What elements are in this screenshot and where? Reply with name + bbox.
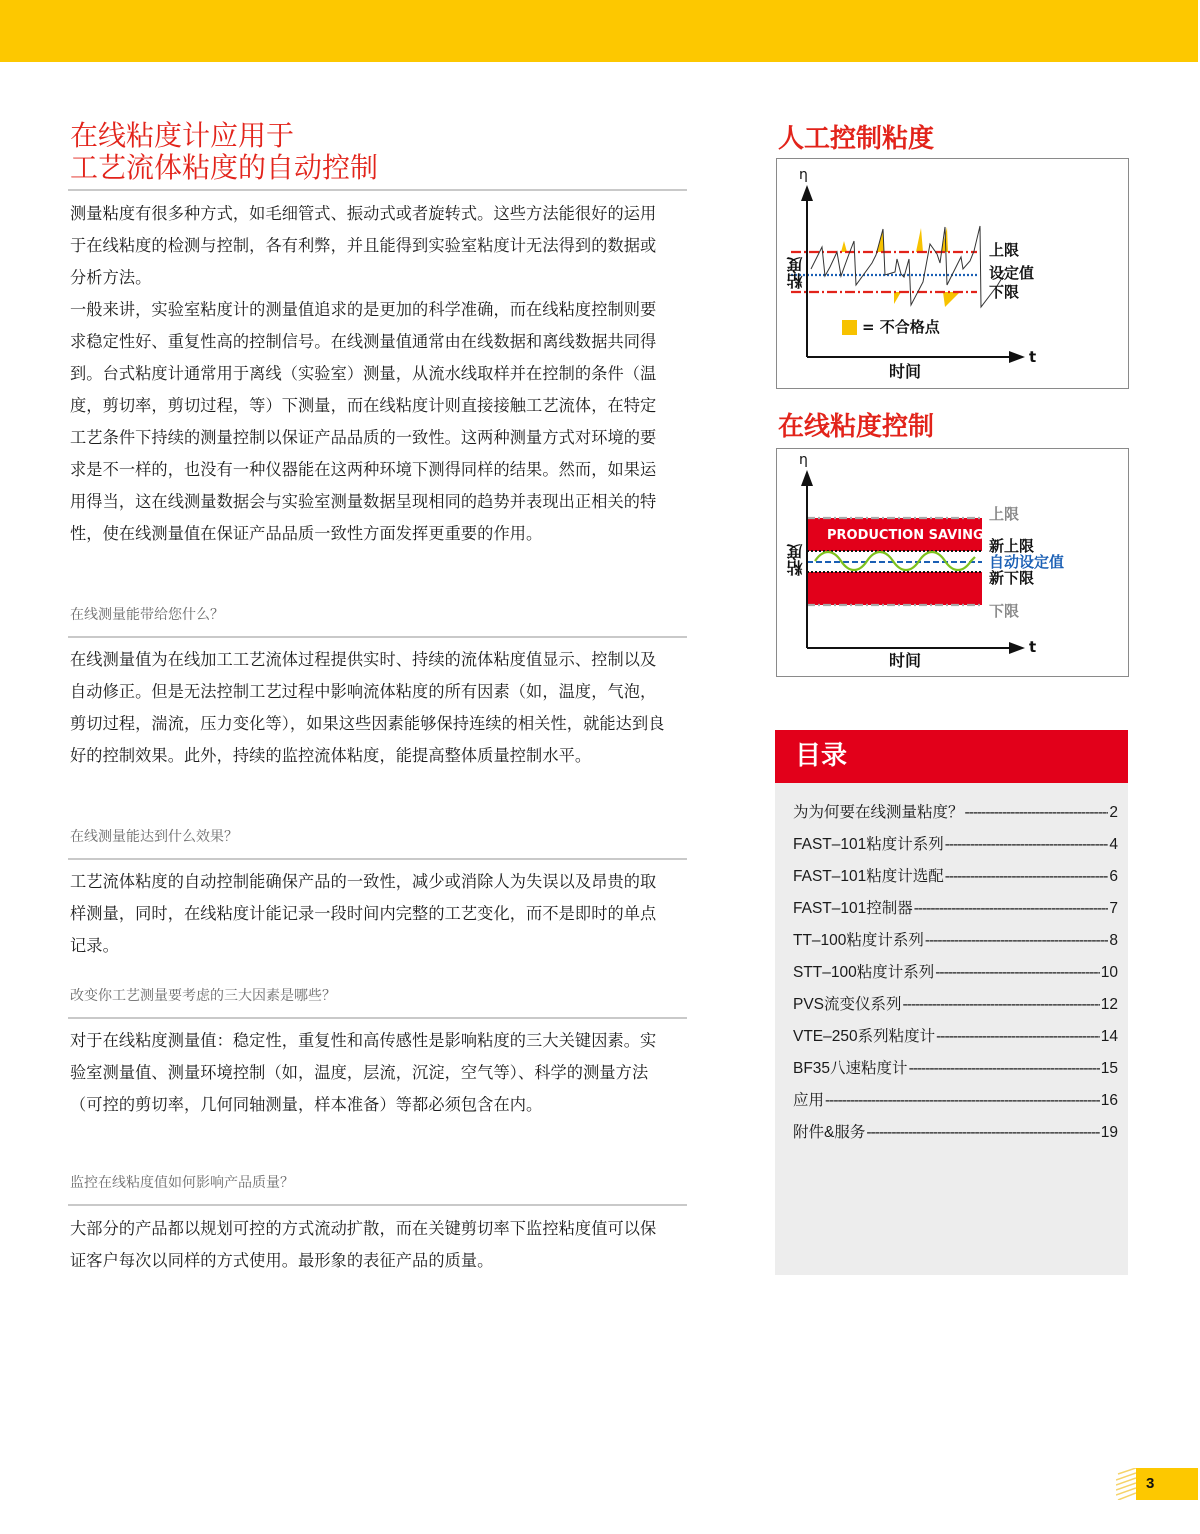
toc-item[interactable] xyxy=(793,930,1118,962)
manual-chart-title: 人工控制粘度 xyxy=(778,124,935,154)
toc-list xyxy=(793,802,1118,1154)
legend-label: = 不合格点 xyxy=(862,318,940,336)
page-number-tab xyxy=(1136,1468,1198,1500)
toc-header xyxy=(775,730,1128,783)
toc-item-title: BF35八速粘度计 xyxy=(793,1060,908,1077)
toc-item-title: VTE–250系列粘度计 xyxy=(793,1028,936,1045)
toc-item[interactable] xyxy=(793,834,1118,866)
savings-band-lower xyxy=(807,572,982,605)
toc-item-page: 4 xyxy=(1109,836,1118,853)
toc-leader-dashes xyxy=(909,1058,1100,1080)
y-axis-symbol: η xyxy=(799,167,808,183)
toc-item-page: 19 xyxy=(1100,1124,1118,1141)
x-axis-symbol: t xyxy=(1029,348,1037,366)
toc-leader-dashes xyxy=(866,1122,1099,1144)
defect-points xyxy=(841,227,960,307)
y-axis-label: 粘度 xyxy=(786,257,805,289)
top-brand-band xyxy=(0,0,1198,62)
toc-item[interactable] xyxy=(793,994,1118,1026)
intro-paragraph-2: 一般来讲，实验室粘度计的测量值追求的是更加的科学准确，而在线粘度控制则要求稳定性好、重复性高的控制信号。在线测量值通常由在线数据和离线数据共同得到。台式粘度计通常用于离线（实验室）测量，从流水线取样并在控制的条件（温度，剪切率，剪切过程，等）下测量，而在线粘度计则直接接触工艺流体，在特定工艺条件下持续的测量控制以保证产品品质的一致性。这两种测量方式对环境的要求是不一样的，也没有一种仪器能在这两种环境下测得同样的结果。然而，如果运用得当，这在线测量数据会与实验室测量数据呈现相同的趋势并表现出正相关的特性，使在线测量值在保证产品品质一致性方面发挥更重要的作用。 xyxy=(70,300,657,543)
toc-item-title: PVS流变仪系列 xyxy=(793,996,902,1013)
defect-point xyxy=(841,241,847,252)
toc-item-title: 为为何要在线测量粘度？ xyxy=(793,804,964,821)
x-axis-arrow xyxy=(1009,642,1025,654)
x-axis-label: 时间 xyxy=(889,651,922,670)
toc-item[interactable] xyxy=(793,866,1118,898)
y-axis-arrow xyxy=(801,185,813,201)
title-divider xyxy=(68,189,687,191)
table-of-contents xyxy=(775,730,1128,1275)
toc-item-title: FAST–101控制器 xyxy=(793,900,913,917)
toc-item-title: TT–100粘度计系列 xyxy=(793,932,924,949)
section-paragraph: 在线测量值为在线加工工艺流体过程提供实时、持续的流体粘度值显示、控制以及自动修正。但是无法控制工艺过程中影响流体粘度的所有因素（如，温度，气泡，剪切过程，湍流，压力变化等），如果这些因素能够保持连续的相关性，就能达到良好的控制效果。此外，持续的监控流体粘度，能提高整体质量控制水平。 xyxy=(70,650,665,765)
toc-item-title: FAST–101粘度计选配 xyxy=(793,868,944,885)
production-savings-label: PRODUCTION SAVINGS xyxy=(827,528,993,543)
online-control-diagram xyxy=(776,448,1129,677)
viscosity-trace xyxy=(811,226,1005,307)
toc-item-title: 附件&服务 xyxy=(793,1124,866,1141)
toc-item-title: FAST–101粘度计系列 xyxy=(793,836,944,853)
lower-limit-label: 下限 xyxy=(989,283,1020,301)
toc-item-page: 15 xyxy=(1100,1060,1118,1077)
legend-swatch xyxy=(842,320,857,335)
setpoint-label: 设定值 xyxy=(989,264,1035,282)
section-question: 在线测量能达到什么效果？ xyxy=(70,829,238,845)
toc-heading: 目录 xyxy=(795,741,848,771)
online-chart-graphic xyxy=(777,449,1128,676)
new-upper-limit-label: 新上限 xyxy=(989,537,1035,555)
toc-leader-dashes xyxy=(825,1090,1100,1112)
x-axis-symbol: t xyxy=(1029,638,1037,656)
section-question: 监控在线粘度值如何影响产品质量？ xyxy=(70,1175,294,1191)
section-divider xyxy=(68,1204,687,1206)
manual-chart-graphic xyxy=(777,159,1128,388)
page-tab-hatch-decoration xyxy=(1116,1468,1136,1500)
y-axis-arrow xyxy=(801,470,813,486)
section-paragraph: 大部分的产品都以规划可控的方式流动扩散，而在关键剪切率下监控粘度值可以保证客户每次以同样的方式使用。最形象的表征产品的质量。 xyxy=(70,1219,657,1270)
x-axis-arrow xyxy=(1009,351,1025,363)
toc-item-page: 6 xyxy=(1109,868,1118,885)
upper-limit-label: 上限 xyxy=(989,505,1020,523)
toc-leader-dashes xyxy=(965,802,1109,824)
toc-leader-dashes xyxy=(914,898,1109,920)
toc-leader-dashes xyxy=(925,930,1108,952)
toc-item-page: 14 xyxy=(1100,1028,1118,1045)
toc-item[interactable] xyxy=(793,1058,1118,1090)
y-axis-symbol: η xyxy=(799,452,808,468)
toc-item[interactable] xyxy=(793,1122,1118,1154)
toc-leader-dashes xyxy=(945,834,1109,856)
section-divider xyxy=(68,858,687,860)
intro-paragraph-1: 测量粘度有很多种方式，如毛细管式、振动式或者旋转式。这些方法能很好的运用于在线粘度的检测与控制，各有利弊，并且能得到实验室粘度计无法得到的数据或分析方法。 xyxy=(70,204,657,287)
toc-item-page: 8 xyxy=(1109,932,1118,949)
defect-point xyxy=(943,292,960,307)
toc-item[interactable] xyxy=(793,802,1118,834)
page-title-line1: 在线粘度计应用于 xyxy=(70,119,295,152)
section-divider xyxy=(68,636,687,638)
toc-leader-dashes xyxy=(935,962,1099,984)
toc-item[interactable] xyxy=(793,1090,1118,1122)
section-paragraph: 对于在线粘度测量值：稳定性，重复性和高传感性是影响粘度的三大关键因素。实验室测量值、测量环境控制（如，温度，层流，沉淀，空气等）、科学的测量方法（可控的剪切率，几何同轴测量，样本准备）等都必须包含在内。 xyxy=(70,1031,657,1114)
section-question: 改变你工艺测量要考虑的三大因素是哪些？ xyxy=(70,988,336,1004)
toc-item-page: 2 xyxy=(1109,804,1118,821)
toc-item-page: 12 xyxy=(1100,996,1118,1013)
toc-item-page: 16 xyxy=(1100,1092,1118,1109)
toc-item[interactable] xyxy=(793,962,1118,994)
upper-limit-label: 上限 xyxy=(989,241,1020,259)
defect-point xyxy=(916,228,923,252)
manual-control-diagram xyxy=(776,158,1129,389)
toc-item-title: STT–100粘度计系列 xyxy=(793,964,935,981)
page-title xyxy=(70,120,378,184)
toc-item[interactable] xyxy=(793,1026,1118,1058)
online-chart-title: 在线粘度控制 xyxy=(778,412,935,442)
toc-item-title: 应用 xyxy=(793,1092,825,1109)
section-paragraph: 工艺流体粘度的自动控制能确保产品的一致性，减少或消除人为失误以及昂贵的取样测量，同时，在线粘度计能记录一段时间内完整的工艺变化，而不是即时的单点记录。 xyxy=(70,872,657,955)
x-axis-label: 时间 xyxy=(889,362,922,381)
y-axis-label: 粘度 xyxy=(786,544,805,576)
page-number: 3 xyxy=(1146,1475,1155,1492)
auto-setpoint-label: 自动设定值 xyxy=(989,553,1065,571)
toc-leader-dashes xyxy=(903,994,1100,1016)
section-question: 在线测量能带给您什么？ xyxy=(70,607,224,623)
toc-item-page: 7 xyxy=(1109,900,1118,917)
toc-item[interactable] xyxy=(793,898,1118,930)
toc-leader-dashes xyxy=(945,866,1109,888)
section-divider xyxy=(68,1017,687,1019)
page-title-line2: 工艺流体粘度的自动控制 xyxy=(70,151,379,184)
new-lower-limit-label: 新下限 xyxy=(989,569,1035,587)
lower-limit-label: 下限 xyxy=(989,602,1020,620)
toc-item-page: 10 xyxy=(1100,964,1118,981)
defect-point xyxy=(894,292,901,304)
toc-leader-dashes xyxy=(936,1026,1100,1048)
